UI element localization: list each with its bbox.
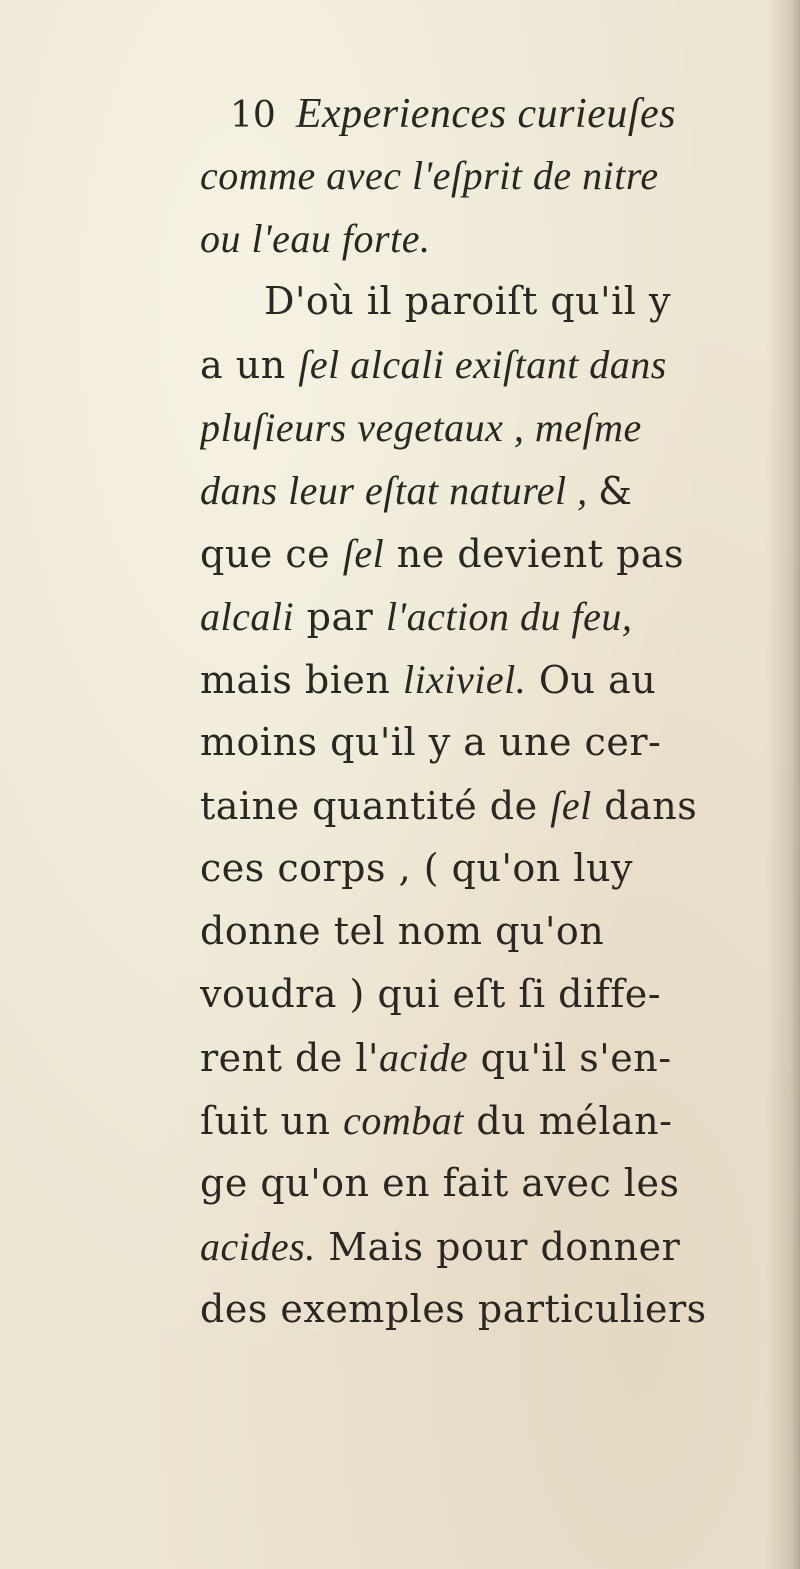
italic-text: ſel: [550, 783, 592, 828]
text-line: [200, 144, 780, 207]
italic-text: ſel alcali exiſtant dans: [298, 342, 667, 387]
italic-text: acides.: [200, 1224, 316, 1269]
running-title: Experiences curieuſes: [295, 91, 676, 137]
roman-text: Mais pour donner: [315, 1225, 681, 1269]
text-line: [200, 837, 780, 900]
text-line: [200, 396, 780, 459]
roman-text: moins qu'il y a une cer-: [200, 720, 662, 764]
italic-text: ou l'eau forte.: [200, 216, 431, 261]
roman-text: Ou au: [526, 658, 657, 702]
text-line: [200, 1152, 780, 1215]
italic-text: comme avec l'eſprit de nitre: [200, 153, 659, 198]
roman-text: du mélan-: [463, 1099, 673, 1143]
roman-text: qu'il s'en-: [468, 1036, 672, 1080]
italic-text: combat: [343, 1098, 464, 1143]
italic-text: acide: [378, 1035, 469, 1080]
body-text: [200, 144, 780, 1341]
text-line: [200, 963, 780, 1026]
italic-text: l'action du feu,: [385, 594, 633, 639]
roman-text: par: [294, 595, 386, 639]
italic-text: dans leur eſtat naturel ,: [200, 468, 599, 513]
roman-text: &: [598, 469, 633, 513]
italic-text: alcali: [200, 594, 295, 639]
text-line: [200, 1026, 780, 1089]
roman-text: dans: [591, 784, 698, 828]
page-number: 10: [230, 95, 276, 136]
text-line: [200, 774, 780, 837]
text-line: [200, 1278, 780, 1341]
text-line: [200, 711, 780, 774]
roman-text: des exemples particuliers: [200, 1287, 707, 1331]
roman-text: ces corps , ( qu'on luy: [200, 846, 633, 890]
book-page-text: [200, 82, 780, 1341]
text-line: [200, 333, 780, 396]
italic-text: ſel: [342, 531, 385, 576]
text-line: [200, 1089, 780, 1152]
roman-text: a un: [200, 343, 299, 387]
running-header: [200, 82, 780, 144]
roman-text: voudra ) qui eſt ſi diffe-: [200, 972, 662, 1016]
text-line: [200, 270, 780, 333]
text-line: [200, 207, 780, 270]
roman-text: taine quantité de: [200, 784, 551, 828]
roman-text: ge qu'on en fait avec les: [200, 1161, 680, 1205]
italic-text: lixiviel.: [402, 657, 527, 702]
roman-text: D'où il paroiſt qu'il y: [264, 279, 671, 323]
text-line: [200, 585, 780, 648]
text-line: [200, 648, 780, 711]
roman-text: mais bien: [200, 658, 403, 702]
text-line: [200, 522, 780, 585]
text-line: [200, 1215, 780, 1278]
roman-text: rent de l': [200, 1036, 379, 1080]
roman-text: que ce: [200, 532, 343, 576]
roman-text: ne devient pas: [384, 532, 685, 576]
text-line: [200, 900, 780, 963]
roman-text: donne tel nom qu'on: [200, 909, 605, 953]
italic-text: pluſieurs vegetaux , meſme: [200, 405, 642, 450]
roman-text: ſuit un: [200, 1099, 344, 1143]
text-line: [200, 459, 780, 522]
